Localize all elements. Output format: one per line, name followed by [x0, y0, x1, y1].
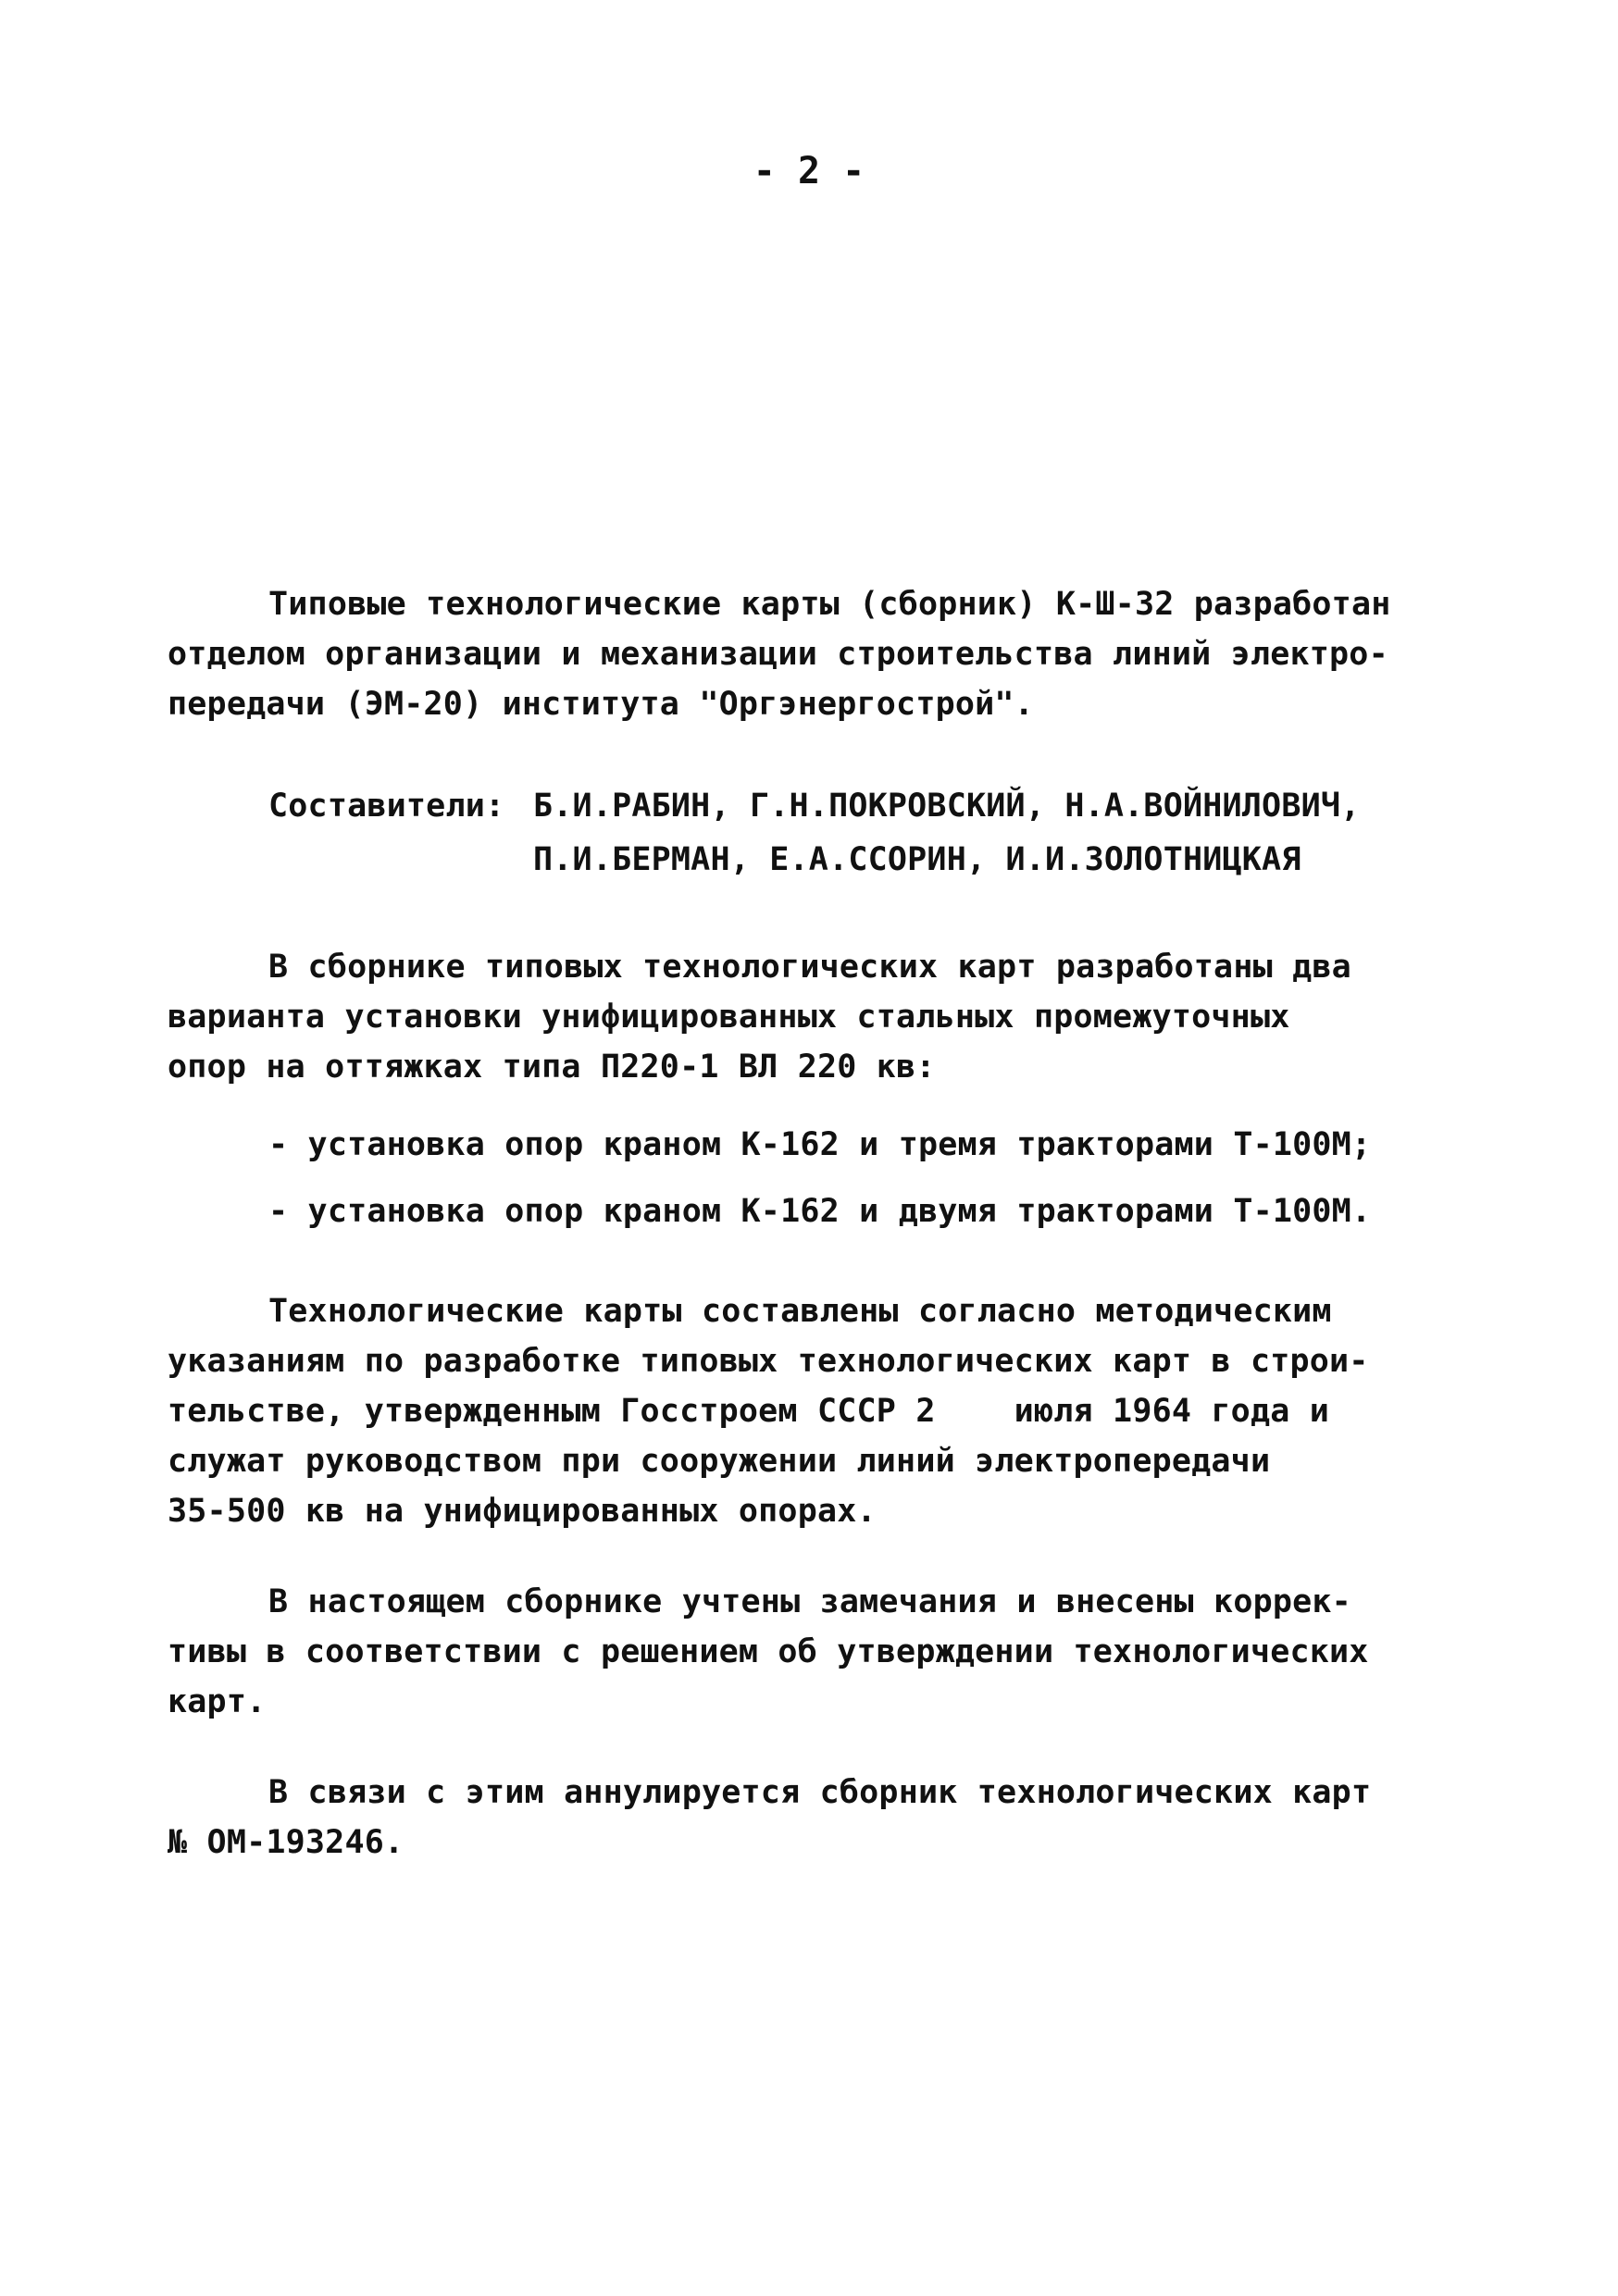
annulment-line: № ОМ-193246.	[168, 1824, 404, 1861]
corrections-line: тивы в соответствии с решением об утверждении технологических	[168, 1633, 1369, 1670]
corrections-line: карт.	[168, 1683, 267, 1720]
authors-line: Б.И.РАБИН, Г.Н.ПОКРОВСКИЙ, Н.А.ВОЙНИЛОВИЧ,	[533, 788, 1361, 825]
corrections-line: В настоящем сборнике учтены замечания и внесены коррек-	[268, 1583, 1351, 1620]
methodology-line: 35-500 кв на унифицированных опорах.	[168, 1493, 877, 1530]
list-item: - установка опор краном К-162 и двумя тракторами Т-100М.	[268, 1193, 1372, 1230]
methodology-line: служат руководством при сооружении линий электропередачи	[168, 1443, 1271, 1480]
annulment-line: В связи с этим аннулируется сборник технологических карт	[268, 1774, 1372, 1811]
intro-line: отделом организации и механизации строительства линий электро-	[168, 636, 1388, 673]
variants-intro-line: варианта установки унифицированных стальных промежуточных	[168, 999, 1290, 1036]
methodology-line: тельстве, утвержденным Госстроем СССР 2 июля 1964 года и	[168, 1393, 1330, 1430]
methodology-line: Технологические карты составлены согласно методическим	[268, 1293, 1332, 1330]
variants-intro-line: В сборнике типовых технологических карт разработаны два	[268, 949, 1351, 986]
intro-line: Типовые технологические карты (сборник) К-Ш-32 разработан	[268, 586, 1391, 623]
intro-line: передачи (ЭМ-20) института "Оргэнергострой".	[168, 686, 1034, 723]
list-item: - установка опор краном К-162 и тремя тракторами Т-100М;	[268, 1126, 1372, 1163]
variants-intro-line: опор на оттяжках типа П220-1 ВЛ 220 кв:	[168, 1049, 936, 1086]
page-number: - 2 -	[753, 150, 865, 192]
methodology-line: указаниям по разработке типовых технологических карт в строи-	[168, 1343, 1369, 1380]
authors-label: Составители:	[268, 788, 505, 825]
authors-line: П.И.БЕРМАН, Е.А.ССОРИН, И.И.ЗОЛОТНИЦКАЯ	[533, 841, 1301, 878]
